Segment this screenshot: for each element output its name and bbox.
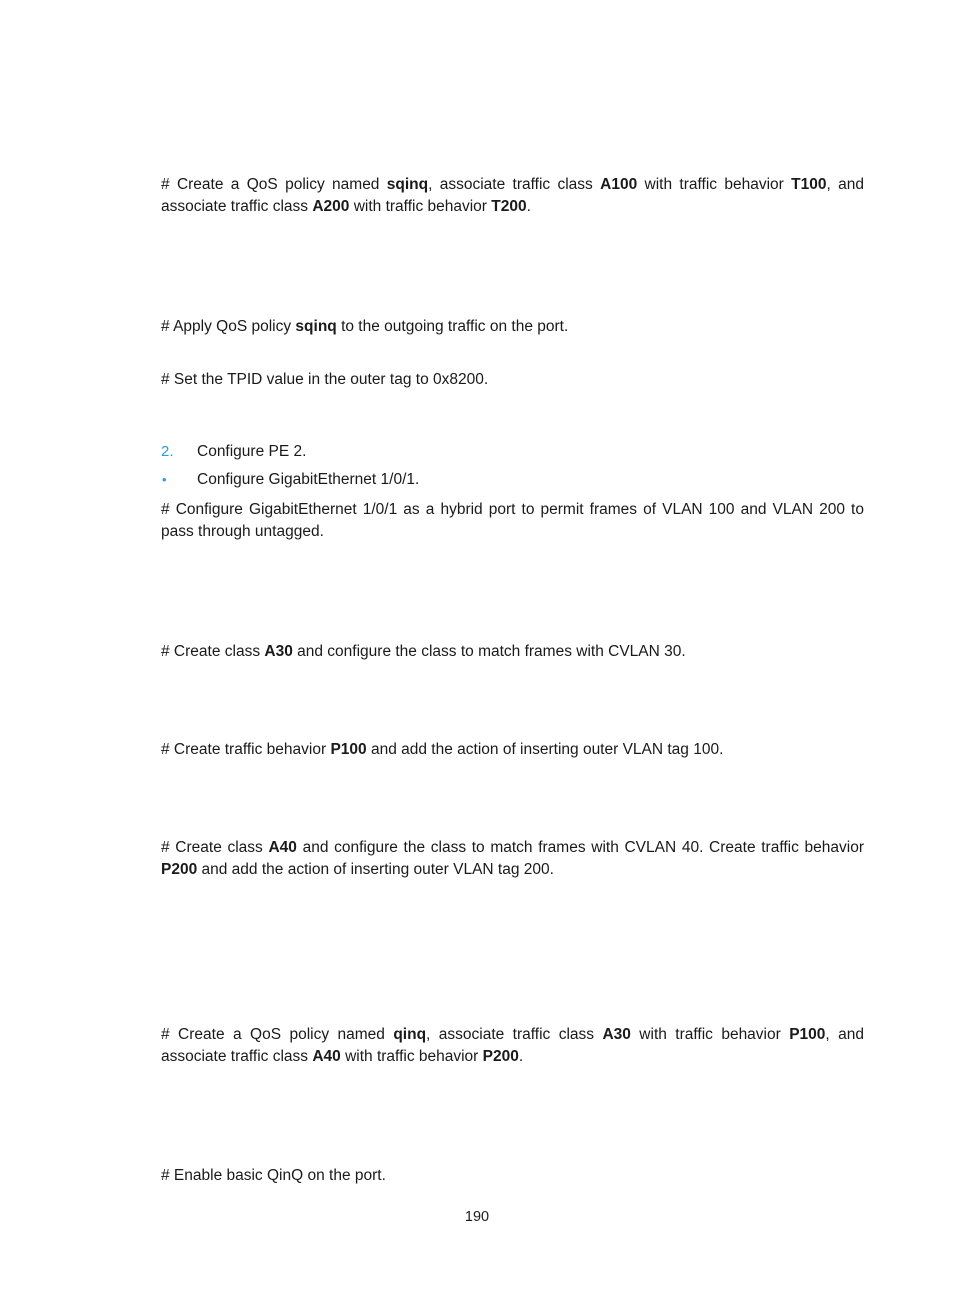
- text: # Configure GigabitEthernet 1/0/1 as a hybrid port to permit frames of VLAN 100 and VLAN 200 to pass through untagged.: [161, 501, 864, 540]
- bold-text: A100: [600, 176, 638, 193]
- text: # Create a QoS policy named: [161, 176, 387, 193]
- paragraph-enable-qinq: [161, 1165, 864, 1187]
- bold-text: T100: [791, 176, 827, 193]
- text: and add the action of inserting outer VLAN tag 100.: [366, 741, 724, 758]
- bold-text: A40: [312, 1047, 341, 1065]
- bold-text: qinq: [393, 1026, 427, 1043]
- text: with traffic behavior: [349, 197, 492, 215]
- text: # Create traffic behavior: [161, 741, 331, 758]
- text: .: [526, 197, 531, 215]
- list-number: 2.: [161, 443, 174, 460]
- bold-text: P100: [789, 1026, 826, 1043]
- paragraph-set-tpid: [161, 369, 864, 391]
- text: .: [518, 1047, 524, 1065]
- bold-text: A40: [268, 839, 297, 856]
- bold-text: A200: [312, 197, 350, 215]
- bold-text: sqinq: [386, 176, 429, 193]
- bold-text: P100: [330, 741, 367, 758]
- text: # Create a QoS policy named: [161, 1026, 394, 1043]
- bold-text: sqinq: [295, 318, 337, 335]
- bold-text: T200: [491, 197, 527, 215]
- text: , associate traffic class: [426, 1026, 603, 1043]
- paragraph-create-class-a40: [161, 837, 864, 880]
- text: to the outgoing traffic on the port.: [336, 318, 569, 335]
- list-item-label: Configure PE 2.: [197, 443, 307, 460]
- paragraph-create-class-a30: [161, 641, 864, 663]
- text: , and associate traffic class: [161, 176, 864, 215]
- text: # Apply QoS policy: [161, 318, 296, 335]
- text: # Enable basic QinQ on the port.: [161, 1167, 386, 1184]
- text: with traffic behavior: [340, 1047, 483, 1065]
- page-number: 190: [464, 1209, 490, 1225]
- text: , associate traffic class: [428, 176, 601, 193]
- bullet-icon: •: [162, 472, 167, 487]
- bold-text: A30: [602, 1026, 631, 1043]
- paragraph-apply-qos-policy: [161, 316, 864, 338]
- paragraph-create-behavior-p100: [161, 739, 864, 761]
- paragraph-configure-hybrid-port: [161, 499, 864, 542]
- bold-text: A30: [264, 643, 293, 660]
- text: # Create class: [161, 839, 269, 856]
- bold-text: P200: [161, 860, 198, 878]
- text: and configure the class to match frames with CVLAN 30.: [292, 643, 686, 660]
- text: with traffic behavior: [630, 1026, 790, 1043]
- bold-text: P200: [482, 1047, 519, 1065]
- text: # Create class: [161, 643, 265, 660]
- paragraph-create-qos-policy-sqinq: [161, 174, 864, 217]
- text: with traffic behavior: [637, 176, 792, 193]
- list-item-label: Configure GigabitEthernet 1/0/1.: [197, 471, 420, 488]
- text: and add the action of inserting outer VLAN tag 200.: [197, 860, 554, 878]
- text: , and associate traffic class: [161, 1026, 864, 1065]
- text: and configure the class to match frames with CVLAN 40. Create traffic behavior: [296, 839, 864, 856]
- paragraph-create-qos-policy-qinq: [161, 1024, 864, 1067]
- text: # Set the TPID value in the outer tag to 0x8200.: [161, 371, 489, 388]
